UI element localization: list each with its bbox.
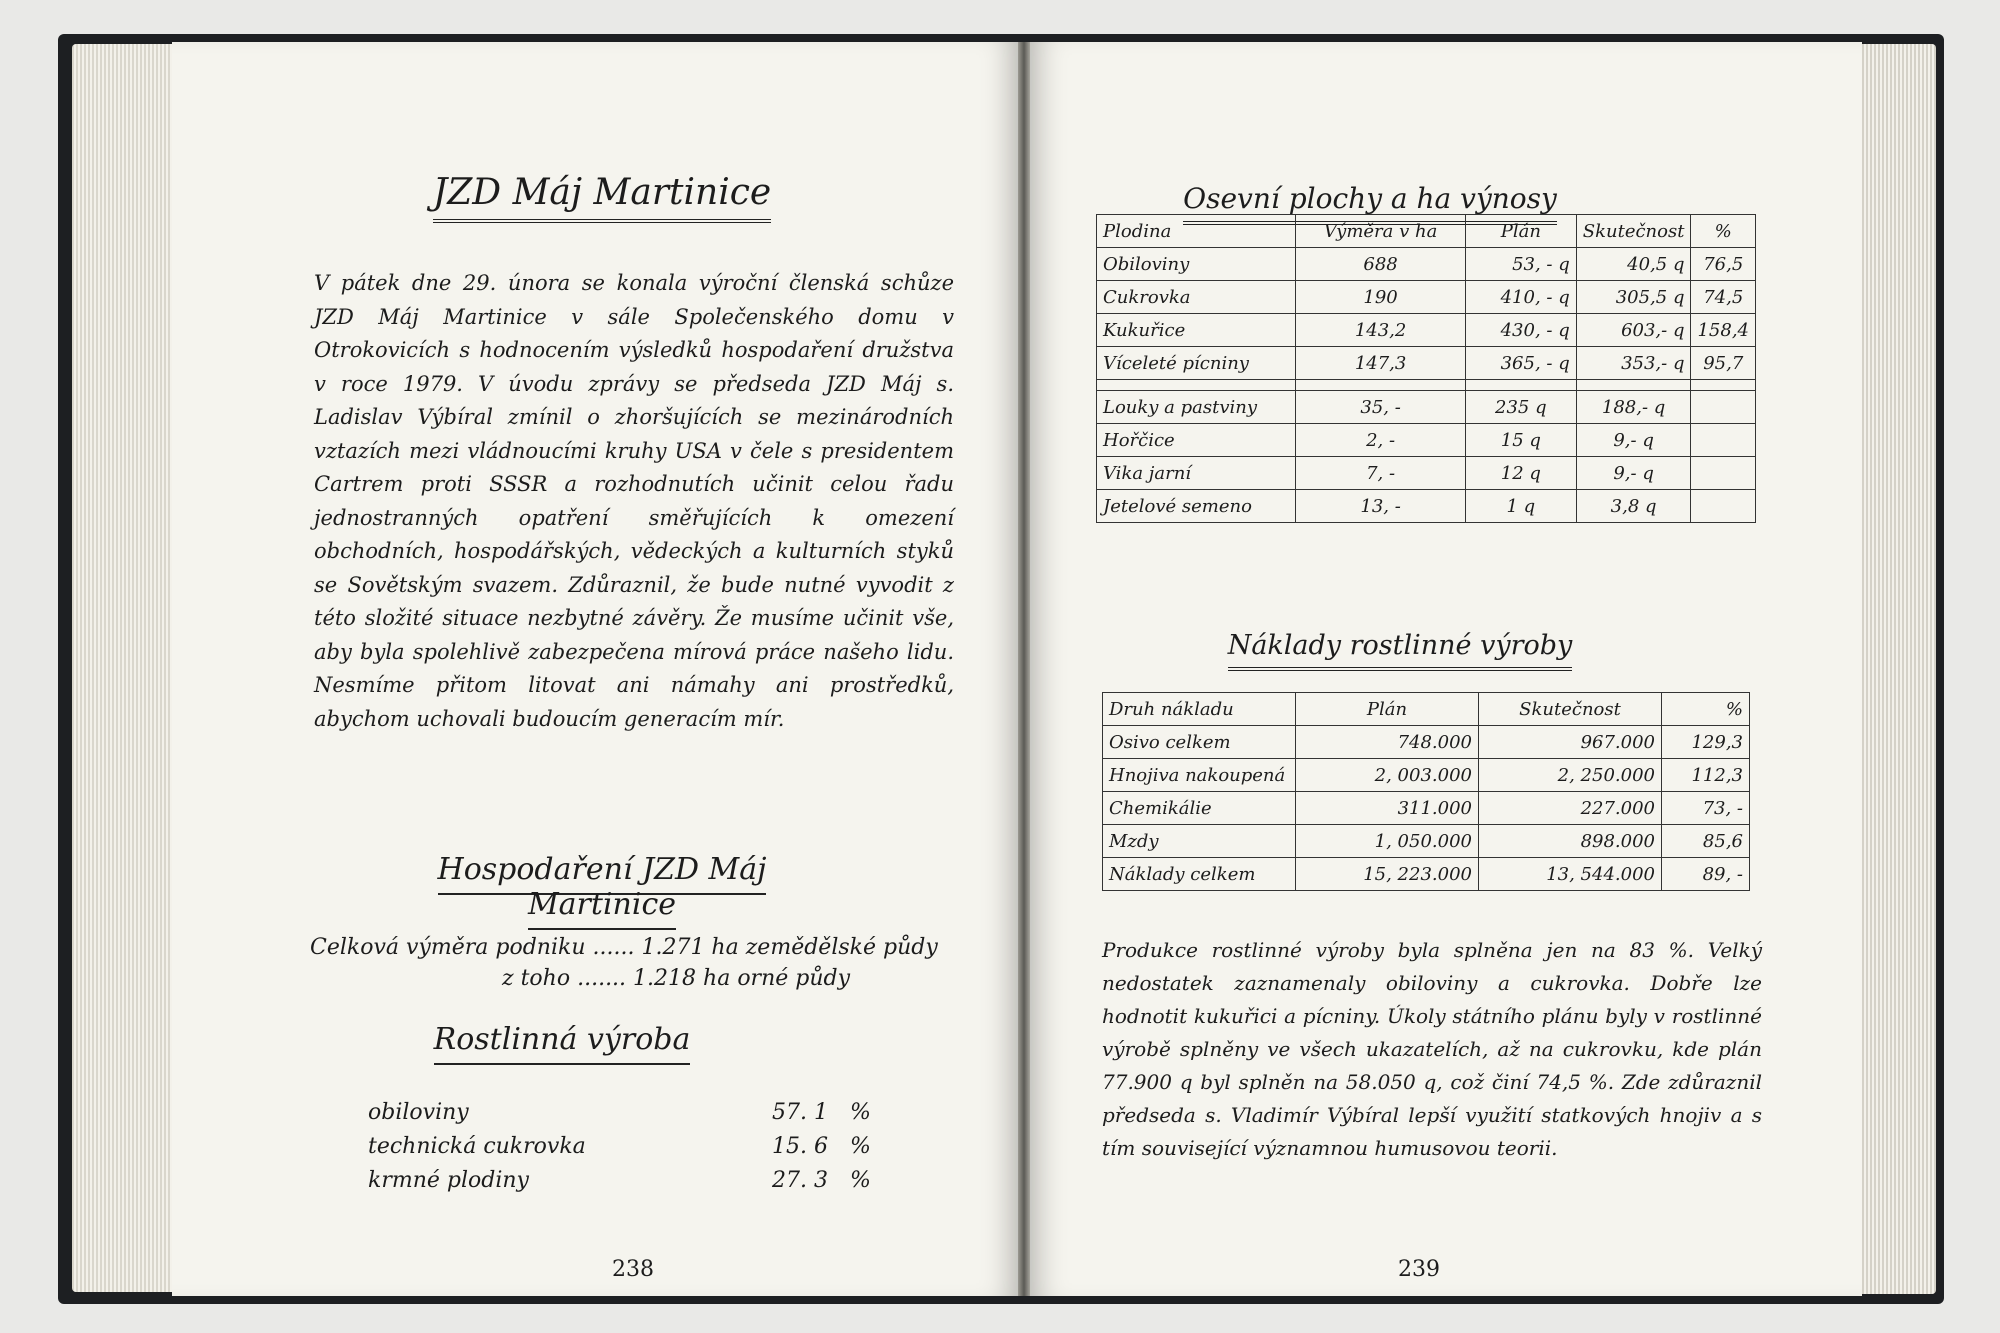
table-cell: 748.000 [1296, 726, 1479, 759]
table-cell: Kukuřice [1097, 314, 1296, 347]
table-cell: 9,- q [1576, 424, 1691, 457]
table-header-row [1103, 693, 1750, 726]
crop-unit-2: % [850, 1168, 871, 1193]
table-row [1097, 314, 1756, 347]
table-cell: 74,5 [1691, 281, 1756, 314]
rostlinna-title: Rostlinná výroba [402, 1022, 722, 1057]
table-row [1097, 248, 1756, 281]
table-row [1103, 858, 1750, 891]
table-header-cell: Plán [1465, 215, 1576, 248]
table-cell: Obiloviny [1097, 248, 1296, 281]
table-row [1103, 759, 1750, 792]
intro-paragraph: V pátek dne 29. února se konala výroční členská schůze JZD Máj Martinice v sále Společenského domu v Otrokovicích s hodnocením výsledků hospodaření družstva v roce 1979. V úvodu zprávy se předseda JZD Máj s. Ladislav Výbíral zmínil o zhoršujících se mezinárodních vztazích mezi vládnoucími kruhy USA v čele s presidentem Cartrem proti SSSR a rozhodnutích učinit celou řadu jednostranných opatření směřujících k omezení obchodních, hospodářských, vědeckých a kulturních styků se Sovětským svazem. Zdůraznil, že bude nutné vyvodit z této složité situace nezbytné závěry. Že musíme učinit vše, aby byla spolehlivě zabezpečena mírová práce našeho lidu. Nesmíme přitom litovat ani námahy ani prostředků, abychom uchovali budoucím generacím mír. [314, 271, 954, 731]
table-cell: Jetelové semeno [1097, 490, 1296, 523]
table-cell: 95,7 [1691, 347, 1756, 380]
table-header-cell: Skutečnost [1576, 215, 1691, 248]
table-header-cell: Skutečnost [1479, 693, 1662, 726]
left-page [172, 42, 1018, 1296]
table-cell: 53, - q [1465, 248, 1576, 281]
table-row [1097, 424, 1756, 457]
naklady-title: Náklady rostlinné výroby [1210, 630, 1590, 661]
table-row [1097, 457, 1756, 490]
table-cell: 158,4 [1691, 314, 1756, 347]
page-number-right: 239 [1398, 1257, 1440, 1282]
table-row [1097, 490, 1756, 523]
table-cell: 365, - q [1465, 347, 1576, 380]
osevni-table [1096, 214, 1756, 523]
table-cell: 89, - [1662, 858, 1750, 891]
table-header-cell: % [1691, 215, 1756, 248]
table-cell: 147,3 [1296, 347, 1466, 380]
crop-name-0: obiloviny [368, 1100, 469, 1125]
table-cell: Hnojiva nakoupená [1103, 759, 1296, 792]
table-row [1097, 281, 1756, 314]
table-cell: 353,- q [1576, 347, 1691, 380]
table-cell: 2, 250.000 [1479, 759, 1662, 792]
table-cell: 898.000 [1479, 825, 1662, 858]
table-cell: Náklady celkem [1103, 858, 1296, 891]
table-cell: 13, 544.000 [1479, 858, 1662, 891]
table-gap-row [1097, 380, 1756, 391]
vymera-line-1: Celková výměra podniku ...... 1.271 ha zemědělské půdy [310, 935, 938, 960]
table-cell [1691, 490, 1756, 523]
table-cell: 305,5 q [1576, 281, 1691, 314]
crop-name-1: technická cukrovka [368, 1134, 586, 1159]
table-cell: Vika jarní [1097, 457, 1296, 490]
table-row [1103, 726, 1750, 759]
table-cell: 2, - [1296, 424, 1466, 457]
table-cell: Osivo celkem [1103, 726, 1296, 759]
table-row [1097, 347, 1756, 380]
table-cell: 73, - [1662, 792, 1750, 825]
table-row [1103, 825, 1750, 858]
table-header-cell: Plodina [1097, 215, 1296, 248]
table-header-cell: % [1662, 693, 1750, 726]
table-cell: 410, - q [1465, 281, 1576, 314]
table-cell: 190 [1296, 281, 1466, 314]
table-cell: 2, 003.000 [1296, 759, 1479, 792]
right-page [1030, 42, 1862, 1296]
vymera-line-2: z toho ....... 1.218 ha orné půdy [502, 966, 851, 991]
table-cell: 227.000 [1479, 792, 1662, 825]
table-cell: Hořčice [1097, 424, 1296, 457]
table-cell: 15 q [1465, 424, 1576, 457]
table-cell: Cukrovka [1097, 281, 1296, 314]
table-cell: 40,5 q [1576, 248, 1691, 281]
table-header-row [1097, 215, 1756, 248]
table-header-cell: Plán [1296, 693, 1479, 726]
page-number-left: 238 [612, 1257, 654, 1282]
hospodareni-title: Hospodaření JZD Máj Martinice [372, 852, 832, 922]
naklady-table [1102, 692, 1750, 891]
table-cell: 15, 223.000 [1296, 858, 1479, 891]
table-cell: 1 q [1465, 490, 1576, 523]
table-header-cell: Druh nákladu [1103, 693, 1296, 726]
table-cell: 143,2 [1296, 314, 1466, 347]
table-cell: 13, - [1296, 490, 1466, 523]
summary-paragraph: Produkce rostlinné výroby byla splněna jen na 83 %. Velký nedostatek zaznamenaly obiloviny a cukrovka. Dobře lze hodnotit kukuřici a pícniny. Úkoly státního plánu byly v rostlinné výrobě splněny ve všech ukazatelích, až na cukrovku, kde plán 77.900 q byl splněn na 58.050 q, což činí 74,5 %. Zde zdůraznil předseda s. Vladimír Výbíral lepší využití statkových hnojiv a s tím související významnou humusovou teorii. [1102, 938, 1762, 1160]
table-cell: 188,- q [1576, 391, 1691, 424]
table-cell: 112,3 [1662, 759, 1750, 792]
table-cell: 7, - [1296, 457, 1466, 490]
table-cell [1691, 424, 1756, 457]
right-page-title: Osevní plochy a ha výnosy [1160, 182, 1580, 215]
crop-value-0: 57. 1 [772, 1100, 828, 1125]
table-cell: 35, - [1296, 391, 1466, 424]
table-cell: 967.000 [1479, 726, 1662, 759]
table-cell: 430, - q [1465, 314, 1576, 347]
table-row [1103, 792, 1750, 825]
page-edges-left [72, 44, 182, 1292]
table-cell: 688 [1296, 248, 1466, 281]
table-cell: 603,- q [1576, 314, 1691, 347]
table-cell: Louky a pastviny [1097, 391, 1296, 424]
book-gutter [1018, 42, 1030, 1296]
crop-name-2: krmné plodiny [368, 1168, 529, 1193]
table-cell [1691, 457, 1756, 490]
table-cell: 85,6 [1662, 825, 1750, 858]
table-header-cell: Výměra v ha [1296, 215, 1466, 248]
table-cell: 235 q [1465, 391, 1576, 424]
table-cell: 129,3 [1662, 726, 1750, 759]
table-cell: 1, 050.000 [1296, 825, 1479, 858]
crop-unit-1: % [850, 1134, 871, 1159]
table-cell: Víceleté pícniny [1097, 347, 1296, 380]
crop-value-1: 15. 6 [772, 1134, 828, 1159]
table-row [1097, 391, 1756, 424]
table-cell: Mzdy [1103, 825, 1296, 858]
table-cell [1691, 391, 1756, 424]
crop-unit-0: % [850, 1100, 871, 1125]
table-cell: 9,- q [1576, 457, 1691, 490]
table-cell: Chemikálie [1103, 792, 1296, 825]
left-page-title: JZD Máj Martinice [402, 172, 802, 213]
table-cell: 311.000 [1296, 792, 1479, 825]
table-cell: 3,8 q [1576, 490, 1691, 523]
crop-value-2: 27. 3 [772, 1168, 828, 1193]
table-cell: 12 q [1465, 457, 1576, 490]
table-cell: 76,5 [1691, 248, 1756, 281]
